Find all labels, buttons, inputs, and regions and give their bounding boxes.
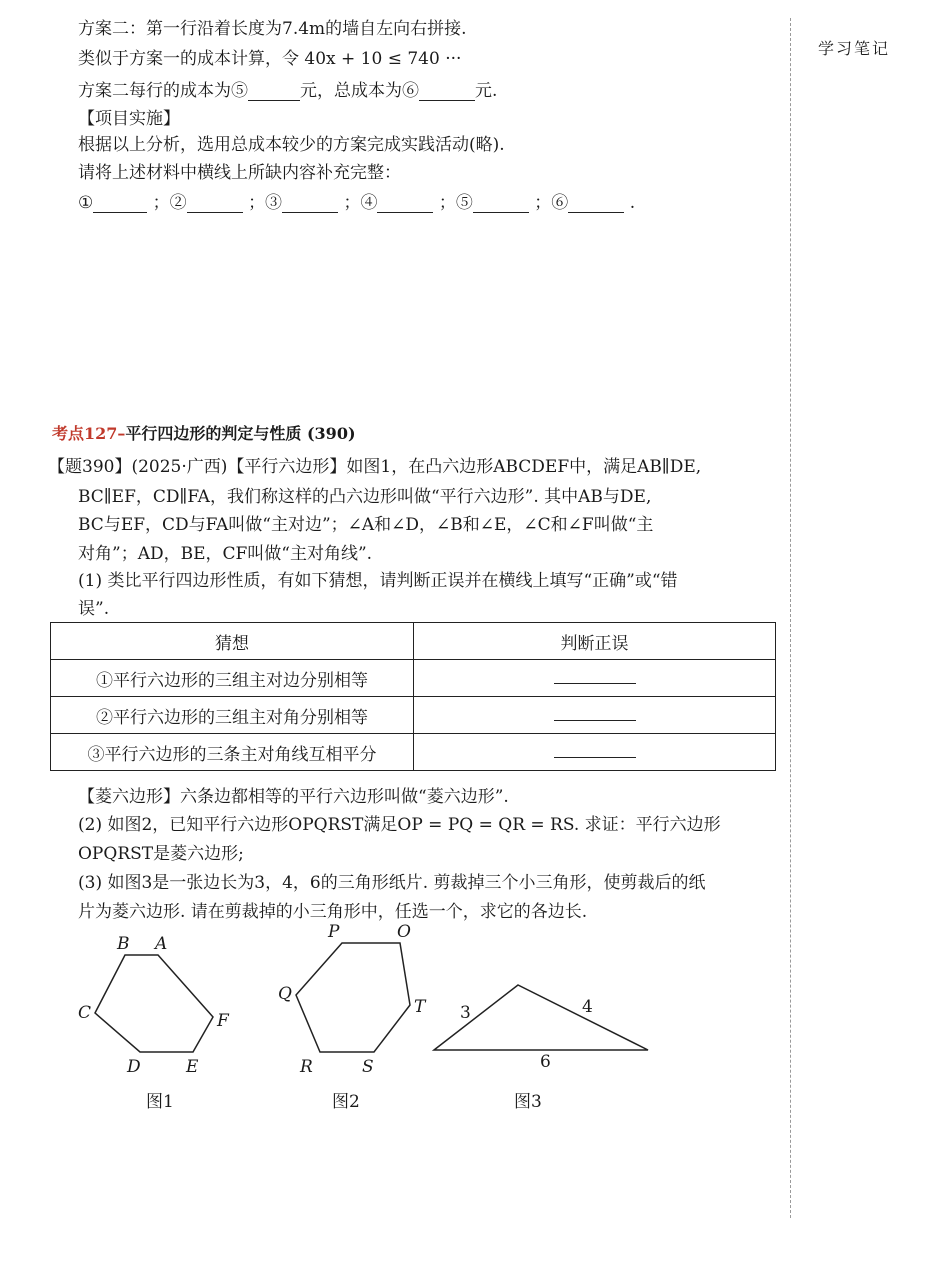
study-notes-label: 学习笔记 [818,39,891,58]
problem-line-5: (1) 类比平行四边形性质，有如下猜想，请判断正误并在横线上填写“正确”或“错 [78,571,678,591]
project-implementation-text: 根据以上分析，选用总成本较少的方案完成实践活动(略). [78,135,505,155]
conjecture-3: ③平行六边形的三条主对角线互相平分 [51,734,414,771]
fig1-vertex-C: C [78,1003,92,1023]
problem-line-3: BC与EF，CD与FA叫做“主对边”；∠A和∠D，∠B和∠E，∠C和∠F叫做“主 [78,515,654,535]
section-tag: 考点127– [52,424,126,443]
fig3-side-6: 6 [540,1052,551,1072]
fig2-vertex-O: O [397,922,411,942]
figure1-hexagon [95,955,213,1052]
table-header-conjecture: 猜想 [51,623,414,660]
fig2-vertex-Q: Q [278,984,292,1004]
fig1-vertex-E: E [186,1057,199,1077]
fig2-vertex-P: P [328,922,340,942]
problem-line-6: 误”. [78,599,110,619]
part3-line-2: 片为菱六边形. 请在剪裁掉的小三角形中，任选一个，求它的各边长. [78,902,588,922]
fig1-vertex-B: B [117,934,130,954]
fig3-side-4: 4 [582,997,593,1017]
problem-line-2: BC∥EF，CD∥FA，我们称这样的凸六边形叫做“平行六边形”. 其中AB与DE, [78,487,652,507]
fig2-vertex-R: R [300,1057,313,1077]
rhombic-hexagon-definition: 【菱六边形】六条边都相等的平行六边形叫做“菱六边形”. [78,787,509,807]
cost-inequality-line: 类似于方案一的成本计算，令 40x + 10 ≤ 740 ··· [78,49,462,69]
problem-line-1: 【题390】(2025·广西)【平行六边形】如图1，在凸六边形ABCDEF中，满足AB∥DE, [48,457,702,477]
figure2-hexagon [296,943,410,1052]
fig1-vertex-F: F [217,1011,229,1031]
fill-prompt: 请将上述材料中横线上所缺内容补充完整： [78,163,401,183]
figure2-caption: 图2 [332,1092,360,1112]
fig2-vertex-S: S [362,1057,374,1077]
part2-line-2: OPQRST是菱六边形; [78,844,244,864]
scheme-two-line: 方案二：第一行沿着长度为7.4m的墙自左向右拼接. [78,19,467,39]
project-implementation-header: 【项目实施】 [78,109,180,129]
figure3-caption: 图3 [514,1092,542,1112]
fill-blanks-row: ① ；② ；③ ；④ ；⑤ ；⑥ . [78,193,636,213]
fig1-vertex-A: A [155,934,168,954]
problem-line-4: 对角”；AD，BE，CF叫做“主对角线”. [78,544,373,564]
fig1-vertex-D: D [127,1057,141,1077]
table-header-judgement: 判断正误 [414,623,776,660]
fig2-vertex-T: T [414,997,426,1017]
part2-line-1: (2) 如图2，已知平行六边形OPQRST满足OP = PQ = QR = RS. 求证：平行六边形 [78,815,721,835]
section-title-text: 平行四边形的判定与性质 (390) [125,424,356,443]
conjecture-1: ①平行六边形的三组主对边分别相等 [51,660,414,697]
fig3-side-3: 3 [460,1003,471,1023]
scheme-two-cost-line: 方案二每行的成本为⑤ 元，总成本为⑥ 元. [78,81,498,101]
part3-line-1: (3) 如图3是一张边长为3，4，6的三角形纸片. 剪裁掉三个小三角形，使剪裁后的纸 [78,873,706,893]
conjecture-2: ②平行六边形的三组主对角分别相等 [51,697,414,734]
figure1-caption: 图1 [146,1092,174,1112]
